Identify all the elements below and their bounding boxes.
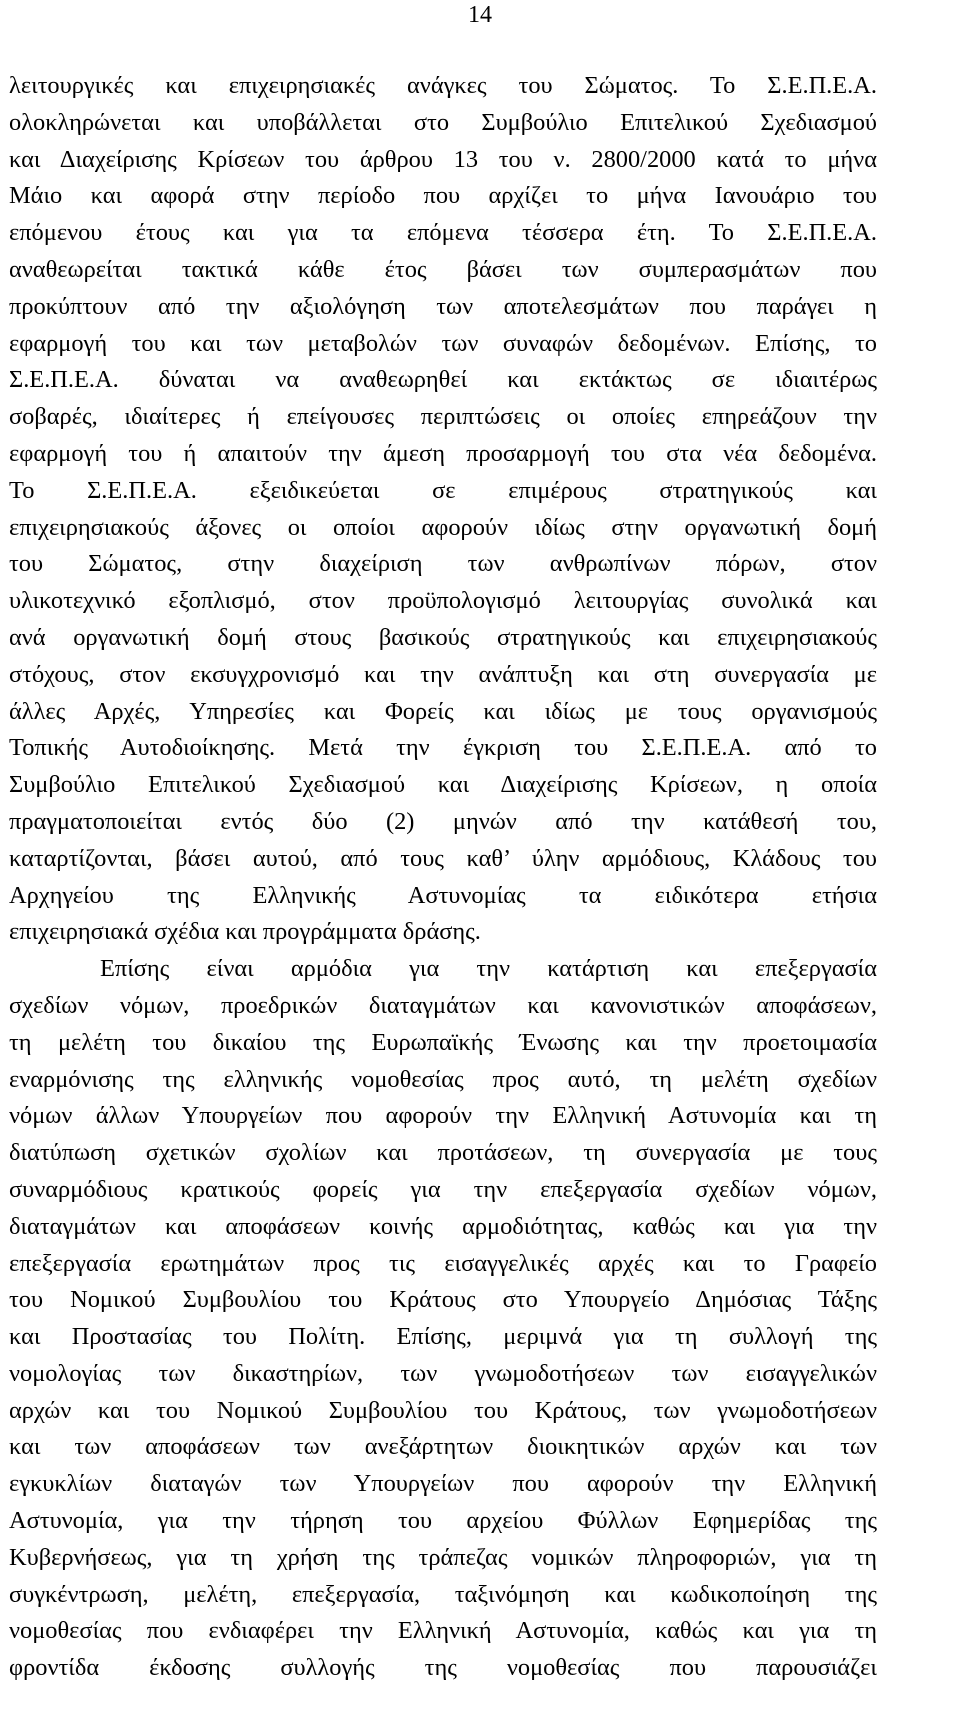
text-line: νομοθεσίας που ενδιαφέρει την Ελληνική Αστυνομία, καθώς και για τη xyxy=(9,1617,877,1645)
text-line: πραγματοποιείται εντός δύο (2) μηνών από την κατάθεσή του, xyxy=(9,807,877,835)
text-line: επόμενου έτους και για τα επόμενα τέσσερα έτη. Το Σ.Ε.Π.Ε.Α. xyxy=(9,219,877,247)
text-line: σοβαρές, ιδιαίτερες ή επείγουσες περιπτώσεις οι οποίες επηρεάζουν την xyxy=(9,403,877,431)
text-line: άλλες Αρχές, Υπηρεσίες και Φορείς και ιδίως με τους οργανισμούς xyxy=(9,697,877,725)
text-line: προκύπτουν από την αξιολόγηση των αποτελεσμάτων που παράγει η xyxy=(9,292,877,320)
text-line: συγκέντρωση, μελέτη, επεξεργασία, ταξινόμηση και κωδικοποίηση της xyxy=(9,1580,877,1608)
text-line: Συμβούλιο Επιτελικού Σχεδιασμού και Διαχείρισης Κρίσεων, η οποία xyxy=(9,771,877,799)
text-line: συναρμόδιους κρατικούς φορείς για την επεξεργασία σχεδίων νόμων, xyxy=(9,1175,877,1203)
text-line: στόχους, στον εκσυγχρονισμό και την ανάπτυξη και στη συνεργασία με xyxy=(9,660,877,688)
text-line: Κυβερνήσεως, για τη χρήση της τράπεζας νομικών πληροφοριών, για τη xyxy=(9,1543,877,1571)
text-line: εφαρμογή του ή απαιτούν την άμεση προσαρμογή του στα νέα δεδομένα. xyxy=(9,439,877,467)
text-line: εγκυκλίων διαταγών των Υπουργείων που αφορούν την Ελληνική xyxy=(9,1470,877,1498)
text-line: Σ.Ε.Π.Ε.Α. δύναται να αναθεωρηθεί και εκτάκτως σε ιδιαιτέρως xyxy=(9,366,877,394)
text-line: και των αποφάσεων των ανεξάρτητων διοικητικών αρχών και των xyxy=(9,1433,877,1461)
text-line: διατύπωση σχετικών σχολίων και προτάσεων, τη συνεργασία με τους xyxy=(9,1139,877,1167)
text-line: σχεδίων νόμων, προεδρικών διαταγμάτων και κανονιστικών αποφάσεων, xyxy=(9,991,877,1019)
text-line: του Νομικού Συμβουλίου του Κράτους στο Υπουργείο Δημόσιας Τάξης xyxy=(9,1286,877,1314)
text-line: νόμων άλλων Υπουργείων που αφορούν την Ελληνική Αστυνομία και τη xyxy=(9,1102,877,1130)
text-line: φροντίδα έκδοσης συλλογής της νομοθεσίας που παρουσιάζει xyxy=(9,1654,877,1682)
page-number: 14 xyxy=(468,2,492,28)
text-line: Το Σ.Ε.Π.Ε.Α. εξειδικεύεται σε επιμέρους στρατηγικούς και xyxy=(9,476,877,504)
text-line: Αστυνομία, για την τήρηση του αρχείου Φύλλων Εφημερίδας της xyxy=(9,1507,877,1535)
text-line: και Διαχείρισης Κρίσεων του άρθρου 13 του ν. 2800/2000 κατά το μήνα xyxy=(9,145,877,173)
text-line: λειτουργικές και επιχειρησιακές ανάγκες του Σώματος. Το Σ.Ε.Π.Ε.Α. xyxy=(9,72,877,99)
text-line: Αρχηγείου της Ελληνικής Αστυνομίας τα ειδικότερα ετήσια xyxy=(9,881,877,909)
text-line: ανά οργανωτική δομή στους βασικούς στρατηγικούς και επιχειρησιακούς xyxy=(9,623,877,651)
document-body xyxy=(9,68,877,1687)
text-line: τη μελέτη του δικαίου της Ευρωπαϊκής Ένωσης και την προετοιμασία xyxy=(9,1028,877,1056)
text-line: νομολογίας των δικαστηρίων, των γνωμοδοτήσεων των εισαγγελικών xyxy=(9,1359,877,1387)
text-line: επιχειρησιακά σχέδια και προγράμματα δράσης. xyxy=(9,918,481,946)
text-line: υλικοτεχνικό εξοπλισμό, στον προϋπολογισμό λειτουργίας συνολικά και xyxy=(9,587,877,615)
text-line: επεξεργασία ερωτημάτων προς τις εισαγγελικές αρχές και το Γραφείο xyxy=(9,1249,877,1277)
text-line: καταρτίζονται, βάσει αυτού, από τους καθ’ ύλην αρμόδιους, Κλάδους του xyxy=(9,844,877,872)
text-line: αρχών και του Νομικού Συμβουλίου του Κράτους, των γνωμοδοτήσεων xyxy=(9,1396,877,1424)
text-line: εφαρμογή του και των μεταβολών των συναφών δεδομένων. Επίσης, το xyxy=(9,329,877,357)
text-line: εναρμόνισης της ελληνικής νομοθεσίας προς αυτό, τη μελέτη σχεδίων xyxy=(9,1065,877,1093)
text-line: Μάιο και αφορά στην περίοδο που αρχίζει το μήνα Ιανουάριο του xyxy=(9,182,877,210)
text-line: αναθεωρείται τακτικά κάθε έτος βάσει των συμπερασμάτων που xyxy=(9,255,877,283)
text-line: και Προστασίας του Πολίτη. Επίσης, μεριμνά για τη συλλογή της xyxy=(9,1323,877,1351)
text-line: ολοκληρώνεται και υποβάλλεται στο Συμβούλιο Επιτελικού Σχεδιασμού xyxy=(9,108,877,136)
text-line: διαταγμάτων και αποφάσεων κοινής αρμοδιότητας, καθώς και για την xyxy=(9,1212,877,1240)
text-line: Επίσης είναι αρμόδια για την κατάρτιση και επεξεργασία xyxy=(100,955,877,983)
text-line: του Σώματος, στην διαχείριση των ανθρωπίνων πόρων, στον xyxy=(9,550,877,578)
text-line: επιχειρησιακούς άξονες οι οποίοι αφορούν ιδίως στην οργανωτική δομή xyxy=(9,513,877,541)
text-line: Τοπικής Αυτοδιοίκησης. Μετά την έγκριση του Σ.Ε.Π.Ε.Α. από το xyxy=(9,734,877,762)
